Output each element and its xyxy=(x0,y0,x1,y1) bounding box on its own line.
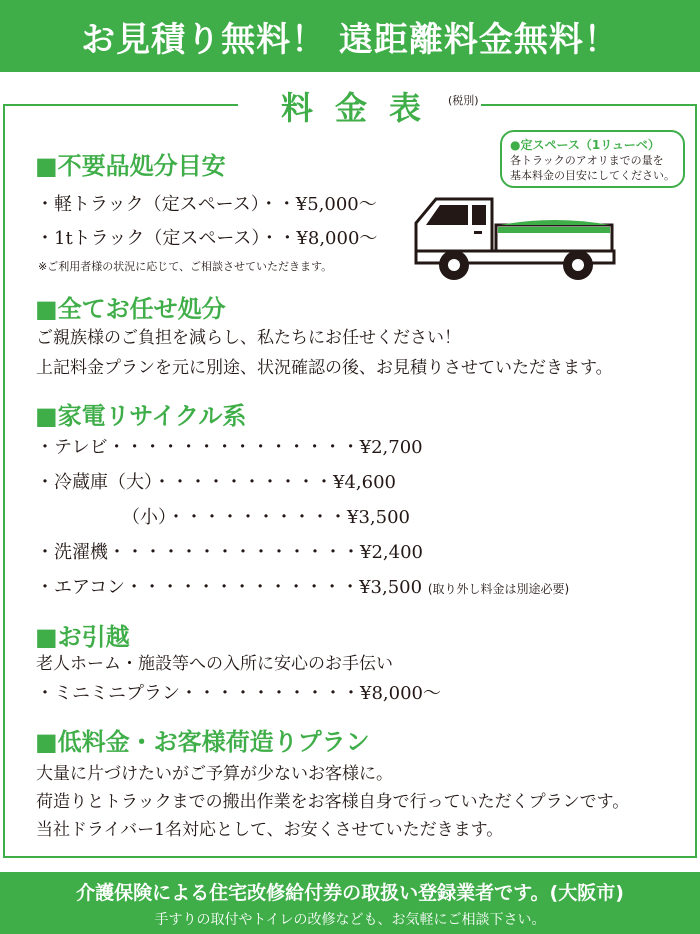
mini-plan-price: ・ミニミニプラン・・・・・・・・・・¥8,000〜 xyxy=(36,683,441,704)
tax-note: (税別) xyxy=(448,94,479,107)
one-ton-truck-price: ・1tトラック（定スペース）・・¥8,000〜 xyxy=(36,228,378,249)
tv-price: ・テレビ・・・・・・・・・・・・・・¥2,700 xyxy=(36,437,423,458)
aircon-price: ・エアコン・・・・・・・・・・・・・¥3,500 xyxy=(36,577,423,598)
bubble-line-2: 基本料金の目安にしてください。 xyxy=(510,169,675,182)
aircon-price-row xyxy=(36,576,569,601)
space-info-bubble xyxy=(500,130,685,188)
bottom-banner-line-1: 介護保険による住宅改修給付券の取扱い登録業者です。(大阪市) xyxy=(76,882,624,904)
fridge-small-price: （小）・・・・・・・・・・¥3,500 xyxy=(122,507,410,528)
disposal-note: ※ご利用者様の状況に応じて、ご相談させていただきます。 xyxy=(38,260,333,273)
bubble-line-1: 各トラックのアオリまでの量を xyxy=(510,154,664,167)
full-service-heading: ■全てお任せ処分 xyxy=(35,295,226,323)
moving-line-1: 老人ホーム・施設等への入所に安心のお手伝い xyxy=(36,654,393,674)
low-cost-line-1: 大量に片づけたいがご予算が少ないお客様に。 xyxy=(36,764,393,784)
top-banner-text: お見積り無料！ 遠距離料金無料！ xyxy=(81,19,619,60)
low-cost-line-3: 当社ドライバー1名対応として、お安くさせていただきます。 xyxy=(36,820,504,840)
low-cost-line-2: 荷造りとトラックまでの搬出作業をお客様自身で行っていただくプランです。 xyxy=(36,792,630,812)
low-cost-heading: ■低料金・お客様荷造りプラン xyxy=(35,728,370,756)
price-table-title: 料金表 xyxy=(280,89,443,127)
appliance-heading: ■家電リサイクル系 xyxy=(35,402,247,430)
moving-heading: ■お引越 xyxy=(35,623,130,651)
top-banner xyxy=(0,0,700,72)
price-table-title-wrap xyxy=(238,88,466,127)
washer-price: ・洗濯機・・・・・・・・・・・・・・¥2,400 xyxy=(36,542,423,563)
bottom-banner xyxy=(0,872,700,934)
kei-truck-price: ・軽トラック（定スペース）・・¥5,000〜 xyxy=(36,194,377,215)
fridge-large-price: ・冷蔵庫（大）・・・・・・・・・・¥4,600 xyxy=(36,472,396,493)
bottom-banner-line-2: 手すりの取付やトイレの改修なども、お気軽にご相談下さい。 xyxy=(154,912,546,928)
full-service-line-2: 上記料金プランを元に別途、状況確認の後、お見積りさせていただきます。 xyxy=(36,358,613,378)
truck-icon xyxy=(410,185,620,283)
disposal-heading: ■不要品処分目安 xyxy=(35,152,226,180)
bubble-title: ●定スペース（1リューベ） xyxy=(510,138,660,152)
full-service-line-1: ご親族様のご負担を減らし、私たちにお任せください！ xyxy=(36,328,461,348)
aircon-note: (取り外し料金は別途必要) xyxy=(427,582,570,596)
